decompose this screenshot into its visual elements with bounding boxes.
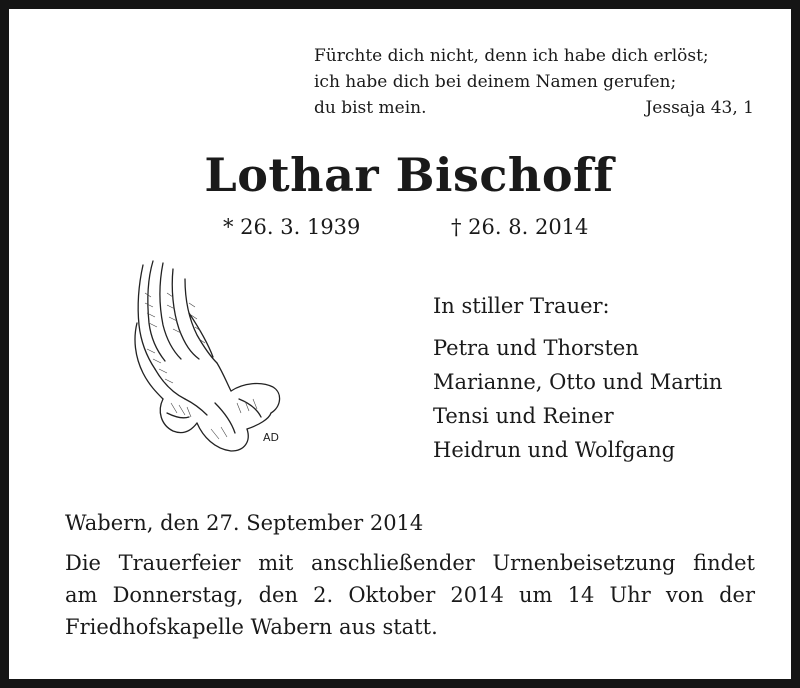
mourner-entry: Heidrun und Wolfgang [433,438,676,462]
verse-line-1: Fürchte dich nicht, denn ich habe dich erlöst; [314,46,709,66]
birth-date: * 26. 3. 1939 [223,215,361,239]
deceased-name: Lothar Bischoff [204,148,614,202]
place-and-date: Wabern, den 27. September 2014 [65,511,424,535]
service-announcement [65,547,755,643]
service-line-1: Die Trauerfeier mit anschließender Urnenbeisetzung findet [65,551,755,575]
service-line-3: Friedhofskapelle Wabern aus statt. [65,615,438,639]
bible-verse [314,43,754,121]
verse-line-2: ich habe dich bei deinem Namen gerufen; [314,72,677,92]
verse-reference: Jessaja 43, 1 [645,98,754,118]
praying-hands-icon [127,253,293,459]
death-date: † 26. 8. 2014 [451,215,589,239]
verse-line-3: du bist mein. [314,98,427,118]
mourner-entry: Petra und Thorsten [433,336,639,360]
mourner-entry: Marianne, Otto und Martin [433,370,723,394]
mourner-entry: Tensi und Reiner [433,404,614,428]
mourning-title: In stiller Trauer: [433,294,610,318]
mourners-list [433,331,722,467]
service-line-2: am Donnerstag, den 2. Oktober 2014 um 14 Uhr von der [65,583,755,607]
verse-line-3-row [314,95,754,121]
durer-monogram: AD [263,431,279,444]
